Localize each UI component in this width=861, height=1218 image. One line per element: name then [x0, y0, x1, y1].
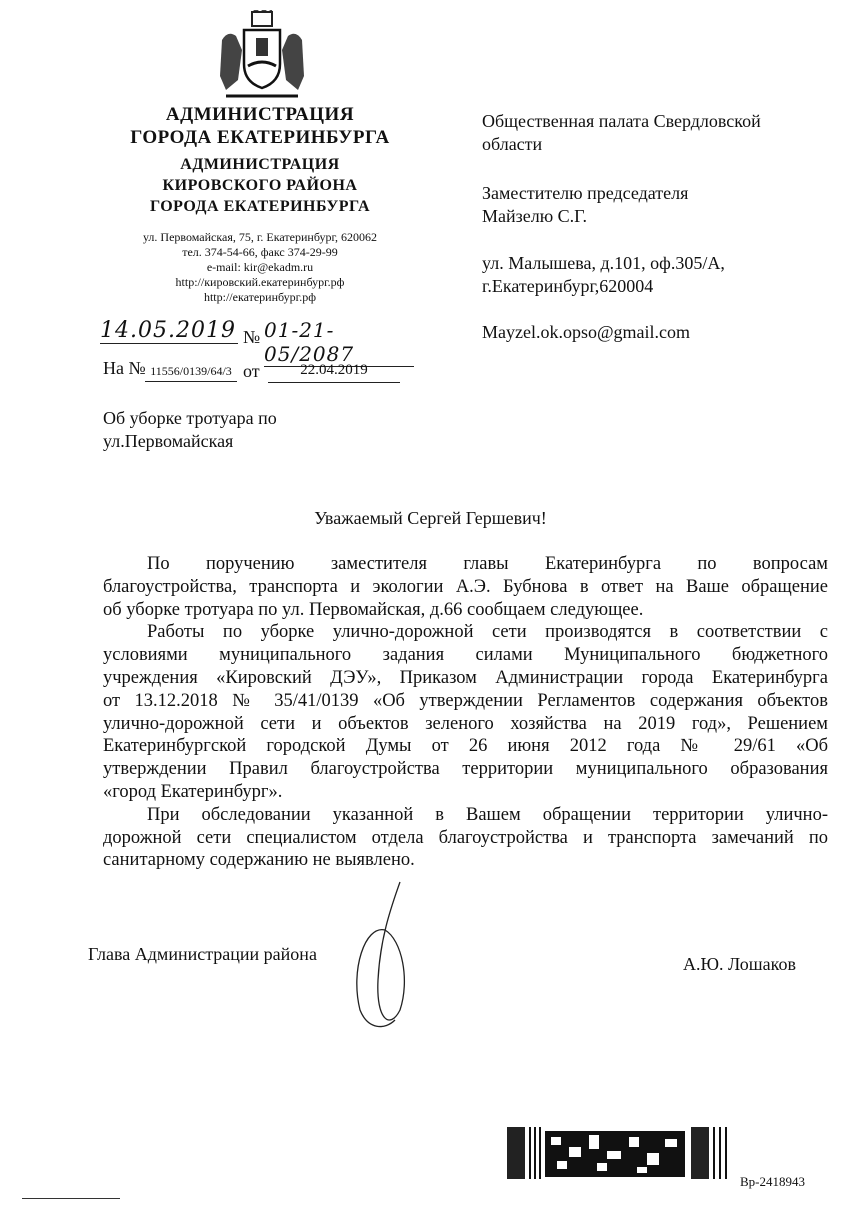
ref-from-label: от	[243, 361, 260, 381]
org-title-line2: ГОРОДА ЕКАТЕРИНБУРГА	[130, 127, 390, 148]
document-barcode	[505, 1127, 755, 1179]
body-line: от 13.12.2018 № 35/41/0139 «Об утверждении Регламентов содержания объектов	[103, 690, 828, 711]
recipient-org-line1: Общественная палата Свердловской	[482, 111, 761, 131]
letter-body	[103, 553, 828, 872]
coat-of-arms-icon	[216, 10, 308, 102]
outgoing-number: 01-21-05/2087	[264, 318, 414, 367]
body-line: благоустройства, транспорта и экологии А.Э. Бубнова в ответ на Ваше обращение	[103, 576, 828, 597]
suborg-line3: ГОРОДА ЕКАТЕРИНБУРГА	[149, 198, 371, 215]
recipient-name: Майзелю С.Г.	[482, 206, 588, 226]
body-line: учреждения «Кировский ДЭУ», Приказом Администрации города Екатеринбурга	[103, 667, 828, 688]
body-line: При обследовании указанной в Вашем обращении территории улично-	[147, 804, 828, 825]
number-label: №	[243, 327, 261, 347]
recipient-email: Mayzel.ok.opso@gmail.com	[482, 322, 691, 342]
org-title-line1: АДМИНИСТРАЦИЯ	[165, 104, 355, 125]
recipient-org-line2: области	[482, 134, 543, 154]
handwritten-signature	[340, 880, 430, 1040]
subject-line1: Об уборке тротуара по	[103, 408, 277, 428]
ref-label: На №	[103, 358, 146, 378]
ref-date: 22.04.2019	[268, 358, 400, 383]
sender-site-2: http://екатеринбург.рф	[203, 290, 317, 304]
sender-phone: тел. 374-54-66, факс 374-29-99	[182, 245, 338, 259]
recipient-address-line1: ул. Малышева, д.101, оф.305/А,	[482, 253, 725, 273]
sender-site-1: http://кировский.екатеринбург.рф	[175, 275, 345, 289]
body-line: утверждении Правил благоустройства территории муниципального образования	[103, 759, 828, 780]
suborg-line1: АДМИНИСТРАЦИЯ	[180, 156, 340, 173]
barcode-id: Вр-2418943	[740, 1174, 805, 1189]
signer-name: А.Ю. Лошаков	[683, 954, 796, 974]
recipient-address-line2: г.Екатеринбург,620004	[482, 276, 654, 296]
suborg-line2: КИРОВСКОГО РАЙОНА	[162, 177, 358, 194]
subject-line2: ул.Первомайская	[103, 431, 234, 451]
recipient-position: Заместителю председателя	[482, 183, 689, 203]
sender-email: e-mail: kir@ekadm.ru	[206, 260, 314, 274]
body-line: улично-дорожной сети и объектов зеленого хозяйства на 2019 год», Решением	[103, 713, 828, 734]
body-line: об уборке тротуара по ул. Первомайская, д.66 сообщаем следующее.	[103, 599, 644, 620]
ref-number: 11556/0139/64/3	[145, 361, 237, 382]
outgoing-date: 14.05.2019	[100, 318, 238, 344]
body-line: По поручению заместителя главы Екатеринбурга по вопросам	[147, 554, 828, 574]
body-line: «город Екатеринбург».	[103, 781, 283, 802]
salutation: Уважаемый Сергей Гершевич!	[314, 508, 547, 528]
body-line: условиями муниципального задания силами Муниципального бюджетного	[103, 645, 828, 666]
footer-divider	[22, 1198, 120, 1199]
body-line: санитарному содержанию не выявлено.	[103, 850, 415, 871]
body-line: Екатеринбургской городской Думы от 26 июня 2012 года № 29/61 «Об	[103, 736, 828, 757]
sender-address: ул. Первомайская, 75, г. Екатеринбург, 620062	[142, 230, 378, 244]
body-line: Работы по уборке улично-дорожной сети производятся в соответствии с	[147, 622, 828, 643]
body-line: дорожной сети специалистом отдела благоустройства и транспорта замечаний по	[103, 827, 828, 848]
signer-position: Глава Администрации района	[88, 944, 317, 964]
